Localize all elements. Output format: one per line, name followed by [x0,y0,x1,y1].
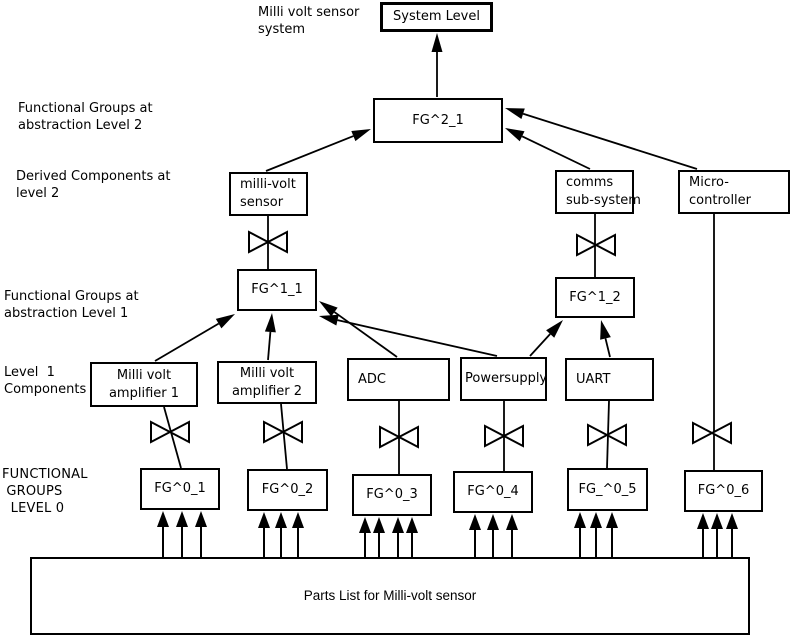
arrowhead-sensor-to-fg2 [351,129,371,141]
box-milli-volt-amplifier-1-label: Milli volt [116,367,172,383]
box-parts-list-label: Parts List for Milli-volt sensor [303,588,477,603]
derived-level2-label-line: level 2 [16,186,60,201]
arrowhead-parts-to-fg0-6-1 [711,513,723,529]
wire-psu-to-fg1-2 [530,334,550,356]
box-milli-volt-sensor[interactable] [229,172,308,216]
arrowhead-parts-to-fg0-3-3 [406,517,418,533]
fg-level0-label-line: FUNCTIONAL [2,467,88,482]
arrowhead-amp1-to-fg1-1 [216,314,235,328]
level1-components-label [4,364,86,398]
box-system-level-label: System Level [393,9,480,24]
fg-level1-label-line: abstraction Level 1 [4,306,129,321]
fg-level2-label-line: abstraction Level 2 [18,118,143,133]
box-adc[interactable] [347,358,450,401]
fg-level1-label-line: Functional Groups at [4,289,139,304]
box-fg0-3-label: FG^0_3 [366,487,418,502]
box-comms-sub-system-label: sub-system [566,193,641,208]
arrowhead-psu-to-fg1-1 [319,315,339,326]
box-adc-label: ADC [358,371,386,387]
arrowhead-parts-to-fg0-5-1 [590,512,602,528]
arrowhead-parts-to-fg0-1-2 [195,511,207,527]
arrowhead-parts-to-fg0-5-0 [574,512,586,528]
arrowhead-parts-to-fg0-4-0 [469,514,481,530]
arrowhead-uart-to-fg1-2 [600,320,611,340]
arrowhead-parts-to-fg0-3-1 [373,517,385,533]
arrowhead-parts-to-fg0-4-1 [487,514,499,530]
box-parts-list[interactable] [30,557,750,635]
box-system-level[interactable] [380,2,493,32]
box-powersupply-label: Powersupply [465,371,548,386]
wire-amp2-fg0-2-link [281,404,287,469]
box-fg1-2[interactable] [555,277,635,318]
box-milli-volt-amplifier-1-label: amplifier 1 [108,385,180,401]
box-milli-volt-sensor-label: sensor [240,195,284,210]
fg-level2-label [18,100,153,134]
box-milli-volt-amplifier-2-label: amplifier 2 [231,383,303,399]
box-milli-volt-sensor-label: milli-volt [240,177,296,192]
bowtie-fg0-1-icon [151,422,189,442]
box-fg0-5-label: FG_^0_5 [578,481,637,497]
wire-uart-to-fg1-2 [605,338,610,357]
wire-comms-to-fg2 [522,136,590,169]
level1-components-label-line: Components [4,382,87,397]
box-fg2-1[interactable] [373,98,503,143]
box-milli-volt-amplifier-2[interactable] [217,361,317,404]
arrowhead-adc-to-fg1-1 [319,301,338,317]
fg-level2-label-line: Functional Groups at [18,101,153,116]
bowtie-comms-icon [577,235,615,255]
box-fg1-1[interactable] [237,269,317,311]
system-title [258,4,359,38]
box-uart-label: UART [576,371,611,387]
arrowhead-parts-to-fg0-2-2 [292,512,304,528]
arrowhead-parts-to-fg0-3-2 [392,517,404,533]
box-fg0-6[interactable] [684,470,763,512]
arrowhead-micro-to-fg2 [505,108,525,119]
arrowhead-parts-to-fg0-2-0 [258,512,270,528]
box-micro-controller[interactable] [678,170,790,214]
box-micro-controller-label: controller [689,193,752,208]
box-fg0-5[interactable] [567,468,648,511]
arrowhead-parts-to-fg0-3-0 [359,517,371,533]
wire-amp2-to-fg1-1 [268,332,270,360]
fg-level0-label-line: GROUPS [2,484,63,499]
wire-amp1-to-fg1-1 [155,324,219,361]
level1-components-label-line: Level 1 [4,365,55,380]
arrowhead-amp2-to-fg1-1 [265,313,276,332]
arrowhead-parts-to-fg0-1-0 [157,511,169,527]
box-fg0-1[interactable] [140,468,220,510]
fg-level0-label-line: LEVEL 0 [2,501,65,516]
box-micro-controller-label: Micro- [689,175,729,190]
box-fg0-6-label: FG^0_6 [697,483,750,498]
wire-adc-to-fg1-1 [334,312,397,357]
arrowhead-parts-to-fg0-6-2 [726,513,738,529]
box-milli-volt-amplifier-2-label: Milli volt [239,365,295,381]
box-comms-sub-system[interactable] [555,170,641,214]
wire-psu-to-fg1-1 [338,320,497,356]
box-uart[interactable] [565,358,654,401]
wire-micro-to-fg2 [523,114,697,169]
derived-level2-label-line: Derived Components at [16,169,171,184]
box-fg0-2[interactable] [247,469,328,511]
arrowhead-parts-to-fg0-6-0 [697,513,709,529]
system-title-line: Milli volt sensor [258,5,360,20]
arrowhead-parts-to-fg0-5-2 [606,512,618,528]
bowtie-fg0-6-icon [693,423,731,443]
arrowhead-parts-to-fg0-1-1 [176,511,188,527]
box-comms-sub-system-label: comms [566,175,614,190]
system-title-line: system [258,22,305,37]
fg-level1-label [4,288,139,322]
box-fg0-1-label: FG^0_1 [154,481,206,496]
box-milli-volt-amplifier-1[interactable] [90,362,198,407]
wire-sensor-to-fg2 [266,136,353,171]
box-fg2-1-label: FG^2_1 [412,112,464,128]
arrowhead-fg2-to-system [432,33,443,52]
box-fg0-3[interactable] [352,474,432,516]
box-fg0-4-label: FG^0_4 [467,484,519,499]
box-fg1-1-label: FG^1_1 [251,282,303,297]
fg-level0-label [2,466,88,517]
derived-level2-label [16,168,170,202]
box-fg1-2-label: FG^1_2 [569,289,621,305]
arrowhead-comms-to-fg2 [505,128,525,141]
box-fg0-2-label: FG^0_2 [261,482,314,497]
arrowhead-parts-to-fg0-4-2 [506,514,518,530]
box-powersupply[interactable] [460,357,547,401]
arrowhead-parts-to-fg0-2-1 [275,512,287,528]
box-fg0-4[interactable] [453,471,533,513]
